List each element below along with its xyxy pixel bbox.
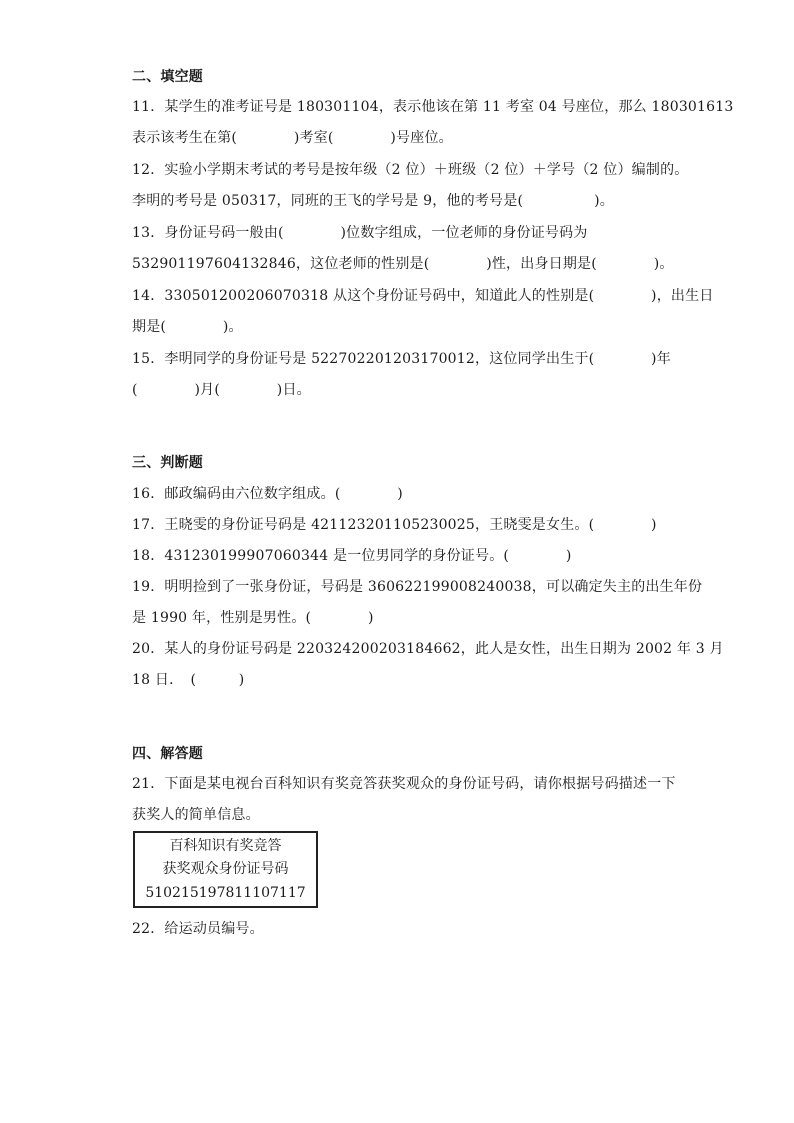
question-20-line-2: 18 日． ( ) [132,672,245,688]
question-13-line-2: 532901197604132846，这位老师的性别是( )性，出身日期是( )。 [132,256,674,272]
section-heading-fill-blank: 二、填空题 [132,69,203,85]
prize-box-title: 百科知识有奖竞答 [169,838,282,854]
question-18: 18．431230199907060344 是一位男同学的身份证号。( ) [132,548,572,564]
section-heading-true-false: 三、判断题 [132,455,203,471]
question-14-line-1: 14．330501200206070318 从这个身份证号码中，知道此人的性别是( )，出生日 [132,288,714,304]
question-14-line-2: 期是( )。 [132,319,243,335]
question-21-line-2: 获奖人的简单信息。 [132,807,260,823]
question-11-line-2: 表示该考生在第( )考室( )号座位。 [132,130,453,146]
question-19-line-1: 19．明明捡到了一张身份证，号码是 360622199008240038，可以确定失主的出生年份 [132,579,703,595]
question-12-line-2: 李明的考号是 050317，同班的王飞的学号是 9，他的考号是( )。 [132,193,614,209]
question-12-line-1: 12．实验小学期末考试的考号是按年级（2 位）＋班级（2 位）＋学号（2 位）编制的。 [132,162,689,178]
section-heading-answer: 四、解答题 [132,746,203,762]
question-13-line-1: 13．身份证号码一般由( )位数字组成，一位老师的身份证号码为 [132,225,588,241]
prize-box-id-number: 510215197811107117 [145,885,306,901]
question-15-line-1: 15．李明同学的身份证号是 522702201203170012，这位同学出生于( )年 [132,351,671,367]
question-19-line-2: 是 1990 年，性别是男性。( ) [132,610,374,626]
question-11-line-1: 11．某学生的准考证号是 180301104，表示他该在第 11 考室 04 号座位，那么 180301613 [132,99,734,115]
question-22: 22．给运动员编号。 [132,921,264,937]
question-20-line-1: 20．某人的身份证号码是 220324200203184662，此人是女性，出生日期为 2002 年 3 月 [132,641,724,657]
question-16: 16．邮政编码由六位数字组成。( ) [132,486,403,502]
prize-box-subtitle: 获奖观众身份证号码 [162,861,289,877]
prize-id-box [133,831,318,908]
question-15-line-2: ( )月( )日。 [132,382,311,398]
question-17: 17．王晓雯的身份证号码是 421123201105230025，王晓雯是女生。( ) [132,517,657,533]
question-21-line-1: 21．下面是某电视台百科知识有奖竞答获奖观众的身份证号码，请你根据号码描述一下 [132,776,676,792]
